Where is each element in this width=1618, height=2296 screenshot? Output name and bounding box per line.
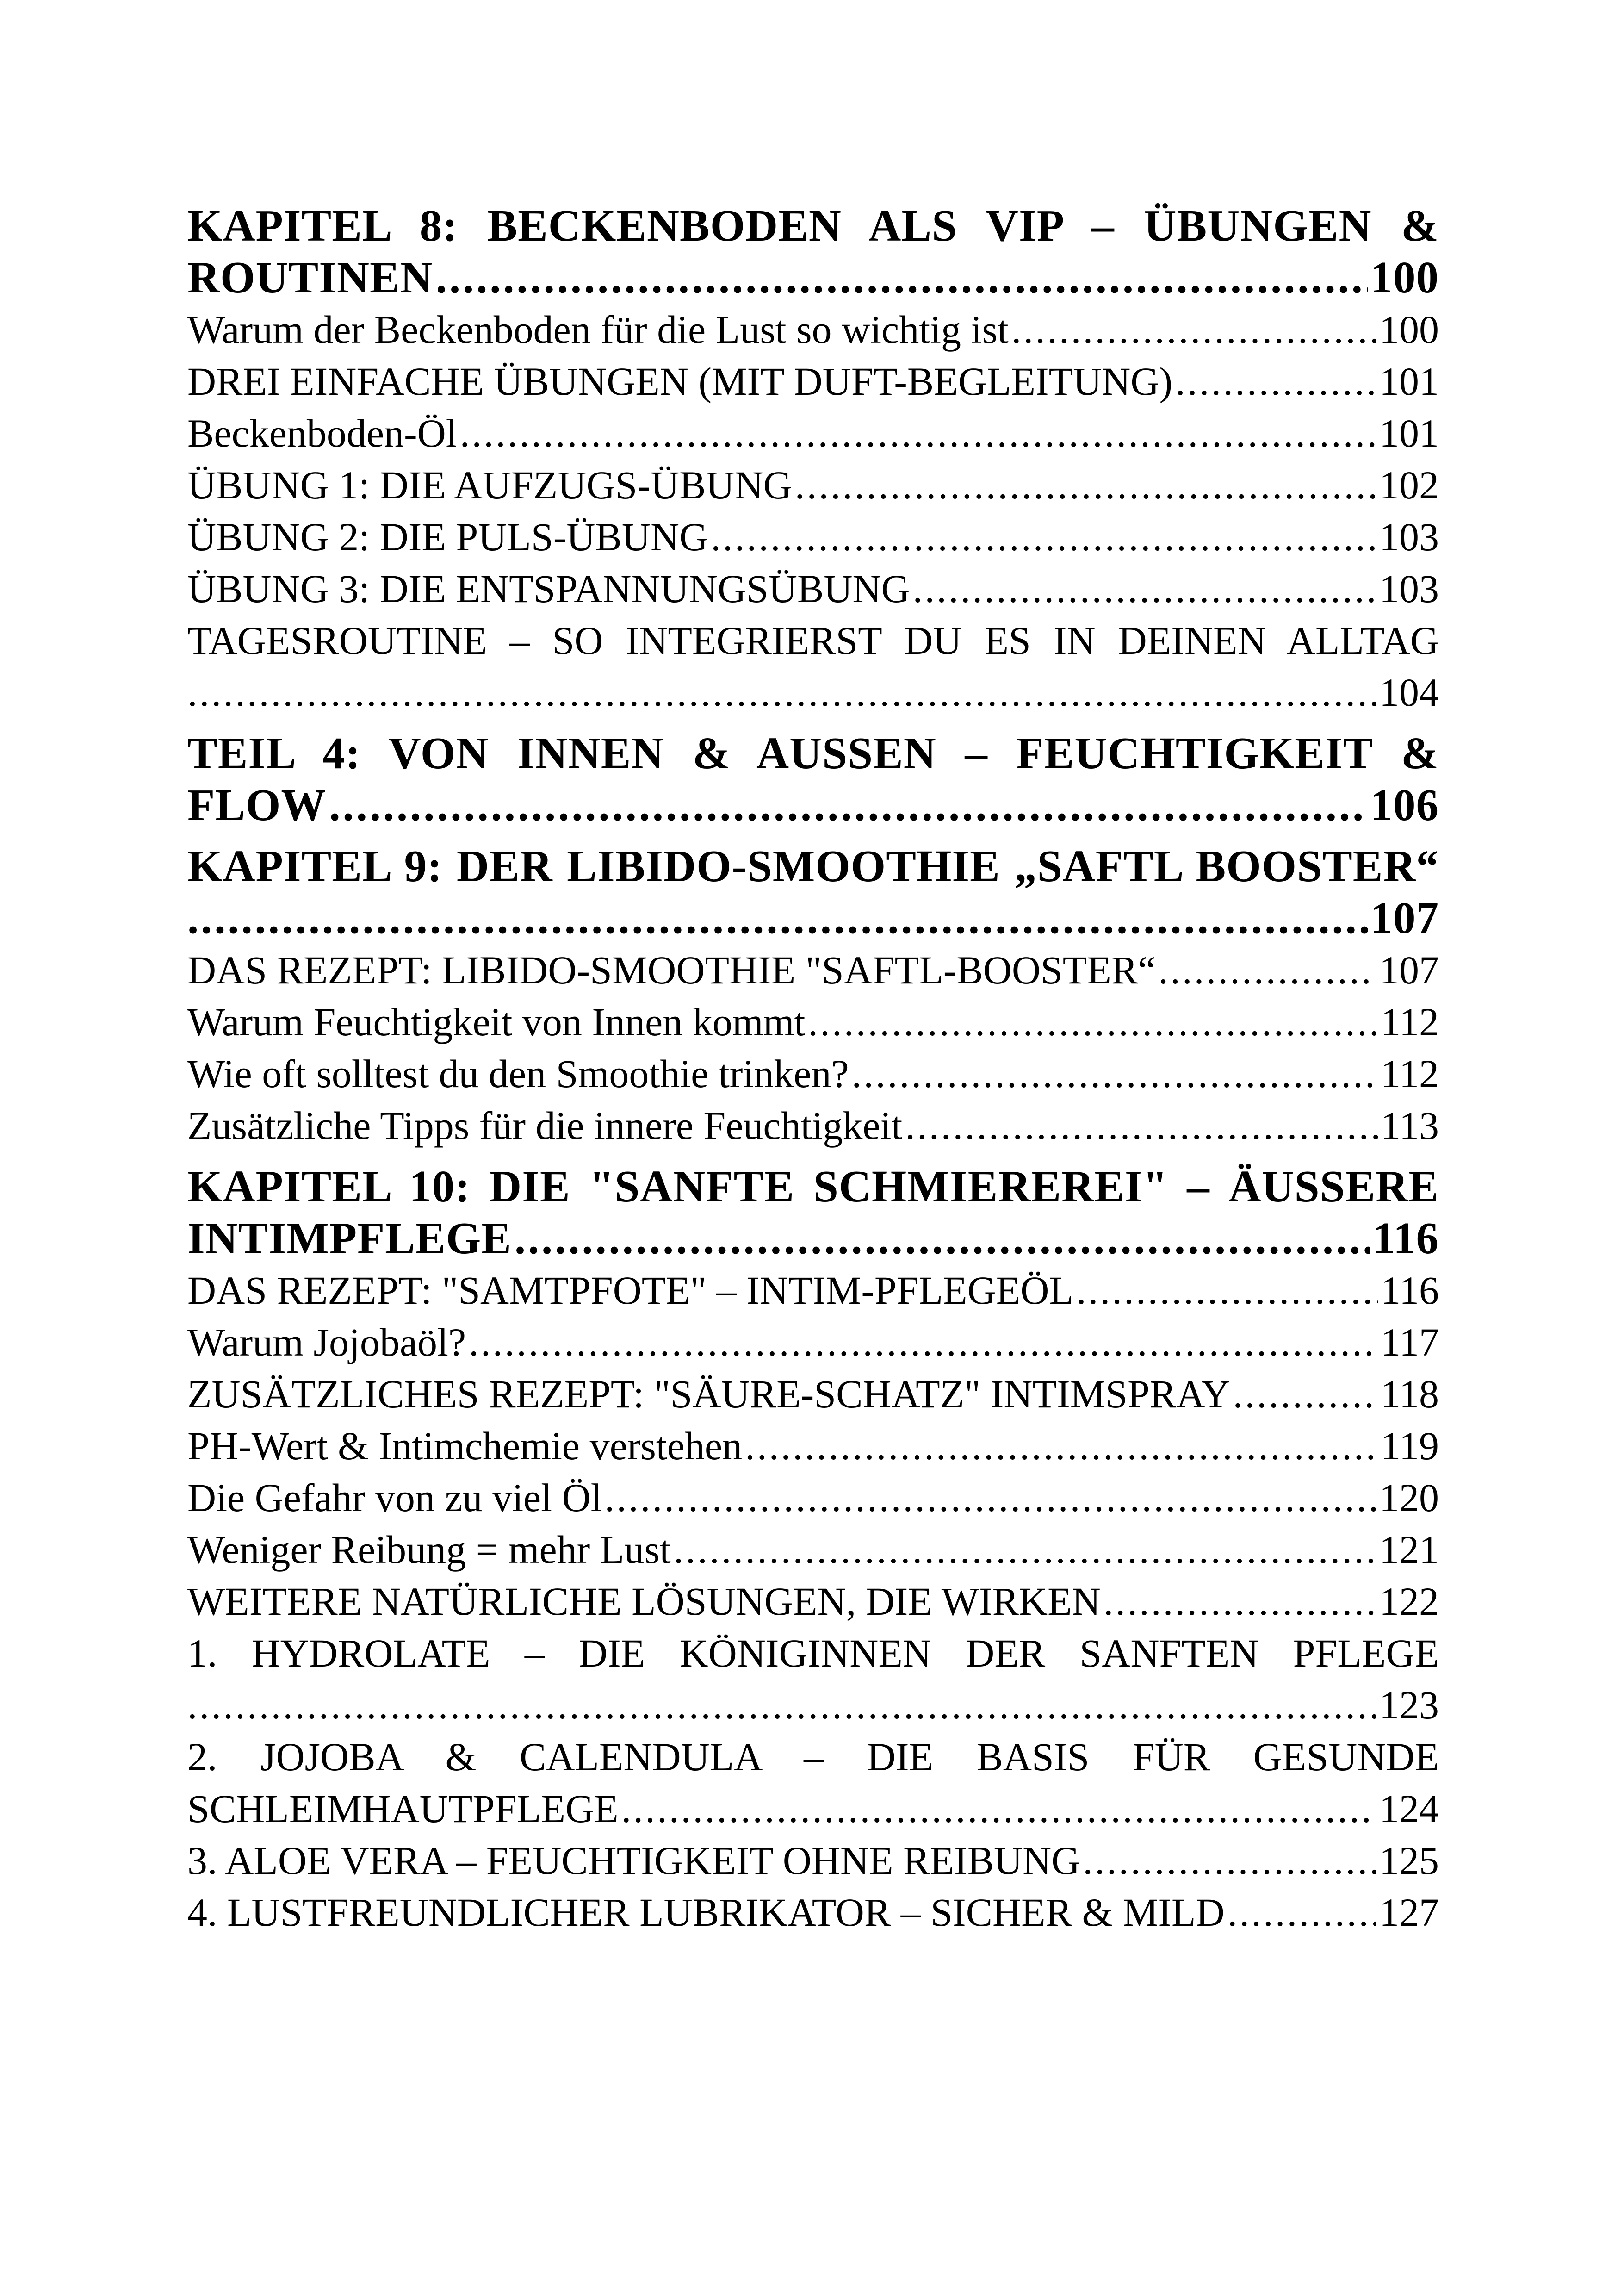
toc-entry-title: DAS REZEPT: "SAMTPFOTE" – INTIM-PFLEGEÖL [187,1268,1073,1313]
toc-entry-title: Weniger Reibung = mehr Lust [187,1527,671,1572]
toc-entry-title: DREI EINFACHE ÜBUNGEN (MIT DUFT-BEGLEITUNG) [187,359,1173,404]
toc-entry[interactable] [187,459,1439,511]
toc-page-number: 122 [1379,1579,1439,1624]
dot-leader [795,459,1376,511]
toc-page-number: 104 [1379,670,1439,715]
toc-page-number: 112 [1381,1000,1439,1044]
toc-entry[interactable] [187,1316,1439,1368]
toc-entry-title-line2: INTIMPFLEGE [187,1213,512,1263]
dot-leader [1103,1575,1376,1627]
toc-page-number: 118 [1381,1372,1439,1416]
toc-page-number: 127 [1379,1890,1439,1935]
toc-entry-hydrolate[interactable] [187,1627,1439,1731]
toc-page-number: 107 [1370,893,1439,943]
toc-page-number: 106 [1370,780,1439,830]
toc-entry-title-line1: TEIL 4: VON INNEN & AUSSEN – FEUCHTIGKEIT & [187,728,1439,778]
toc-page-number: 117 [1381,1320,1439,1364]
dot-leader [1158,944,1376,996]
dot-leader [436,252,1368,304]
toc-entry-tagesroutine[interactable] [187,615,1439,718]
dot-leader [1227,1886,1376,1938]
toc-entry-title: ÜBUNG 2: DIE PULS-ÜBUNG [187,515,708,559]
dot-leader [1076,1264,1378,1316]
dot-leader [329,779,1367,831]
dot-leader [674,1524,1376,1575]
toc-entry[interactable] [187,996,1439,1048]
toc-page-number: 121 [1379,1527,1439,1572]
toc-entry-title-line2: ROUTINEN [187,253,433,302]
toc-entry[interactable] [187,1048,1439,1100]
toc-entry[interactable] [187,355,1439,407]
dot-leader [745,1420,1378,1472]
dot-leader [1175,355,1376,407]
toc-entry-title: Beckenboden-Öl [187,411,457,455]
dot-leader [621,1783,1376,1835]
dot-leader [905,1100,1378,1151]
toc-page-number: 103 [1379,515,1439,559]
toc-page-number: 112 [1381,1052,1439,1096]
toc-entry-title: Zusätzliche Tipps für die innere Feuchtigkeit [187,1103,903,1148]
table-of-contents [187,200,1439,1938]
toc-entry-title: 3. ALOE VERA – FEUCHTIGKEIT OHNE REIBUNG [187,1838,1080,1883]
dot-leader [515,1213,1370,1264]
toc-entry-title-line1: 1. HYDROLATE – DIE KÖNIGINNEN DER SANFTEN PFLEGE [187,1631,1439,1675]
dot-leader [605,1472,1376,1524]
toc-entry-title: PH-Wert & Intimchemie verstehen [187,1424,743,1468]
toc-entry-title: ÜBUNG 3: DIE ENTSPANNUNGSÜBUNG [187,566,910,611]
toc-page-number: 103 [1379,566,1439,611]
toc-page-number: 116 [1381,1268,1439,1313]
toc-entry-kapitel-8[interactable] [187,200,1439,304]
toc-entry-title: Warum der Beckenboden für die Lust so wichtig ist [187,307,1009,352]
toc-page-number: 100 [1370,253,1439,302]
toc-entry[interactable] [187,944,1439,996]
dot-leader [852,1048,1378,1100]
toc-entry-jojoba[interactable] [187,1731,1439,1835]
dot-leader [913,563,1376,615]
toc-entry[interactable] [187,1420,1439,1472]
toc-entry[interactable] [187,1100,1439,1151]
toc-entry[interactable] [187,1264,1439,1316]
dot-leader [1083,1835,1376,1886]
toc-entry-title: 4. LUSTFREUNDLICHER LUBRIKATOR – SICHER & MILD [187,1890,1225,1935]
toc-entry-title: Warum Feuchtigkeit von Innen kommt [187,1000,806,1044]
dot-leader [1233,1368,1378,1420]
toc-entry[interactable] [187,1575,1439,1627]
toc-page-number: 107 [1379,948,1439,992]
toc-entry-title: WEITERE NATÜRLICHE LÖSUNGEN, DIE WIRKEN [187,1579,1101,1624]
dot-leader [808,996,1378,1048]
dot-leader [187,1679,1376,1731]
toc-entry-title-line2: SCHLEIMHAUTPFLEGE [187,1786,619,1831]
toc-entry[interactable] [187,407,1439,459]
toc-page-number: 123 [1379,1683,1439,1727]
toc-entry[interactable] [187,1835,1439,1886]
toc-entry-title: ÜBUNG 1: DIE AUFZUGS-ÜBUNG [187,463,792,507]
toc-entry[interactable] [187,1368,1439,1420]
dot-leader [187,666,1376,718]
toc-entry-kapitel-10[interactable] [187,1161,1439,1264]
toc-page-number: 125 [1379,1838,1439,1883]
toc-entry[interactable] [187,563,1439,615]
toc-entry-title-line1: TAGESROUTINE – SO INTEGRIERST DU ES IN DEINEN ALLTAG [187,618,1439,663]
toc-entry[interactable] [187,511,1439,563]
toc-entry-kapitel-9[interactable] [187,840,1439,944]
toc-page-number: 100 [1379,307,1439,352]
toc-entry[interactable] [187,304,1439,355]
dot-leader [711,511,1376,563]
toc-entry-teil-4[interactable] [187,728,1439,831]
toc-entry[interactable] [187,1472,1439,1524]
toc-page-number: 102 [1379,463,1439,507]
toc-entry-title-line1: 2. JOJOBA & CALENDULA – DIE BASIS FÜR GESUNDE [187,1735,1439,1779]
toc-page-number: 119 [1381,1424,1439,1468]
toc-page-number: 113 [1381,1103,1439,1148]
dot-leader [469,1316,1378,1368]
toc-entry-title-line1: KAPITEL 9: DER LIBIDO-SMOOTHIE „SAFTL BOOSTER“ [187,841,1439,891]
dot-leader [187,892,1368,944]
toc-page-number: 116 [1372,1213,1439,1263]
toc-entry-title: DAS REZEPT: LIBIDO-SMOOTHIE "SAFTL-BOOSTER“ [187,948,1156,992]
toc-entry-title-line2: FLOW [187,780,327,830]
toc-entry-title: Die Gefahr von zu viel Öl [187,1475,602,1520]
toc-page-number: 101 [1379,359,1439,404]
toc-page-number: 120 [1379,1475,1439,1520]
toc-entry-title-line1: KAPITEL 8: BECKENBODEN ALS VIP – ÜBUNGEN & [187,201,1439,250]
toc-entry[interactable] [187,1886,1439,1938]
toc-page-number: 101 [1379,411,1439,455]
dot-leader [460,407,1376,459]
toc-entry[interactable] [187,1524,1439,1575]
toc-entry-title: ZUSÄTZLICHES REZEPT: "SÄURE-SCHATZ" INTIMSPRAY [187,1372,1230,1416]
toc-entry-title-line1: KAPITEL 10: DIE "SANFTE SCHMIEREREI" – ÄUSSERE [187,1162,1439,1211]
dot-leader [1011,304,1376,355]
toc-page-number: 124 [1379,1786,1439,1831]
toc-entry-title: Wie oft solltest du den Smoothie trinken? [187,1052,849,1096]
toc-entry-title: Warum Jojobaöl? [187,1320,466,1364]
